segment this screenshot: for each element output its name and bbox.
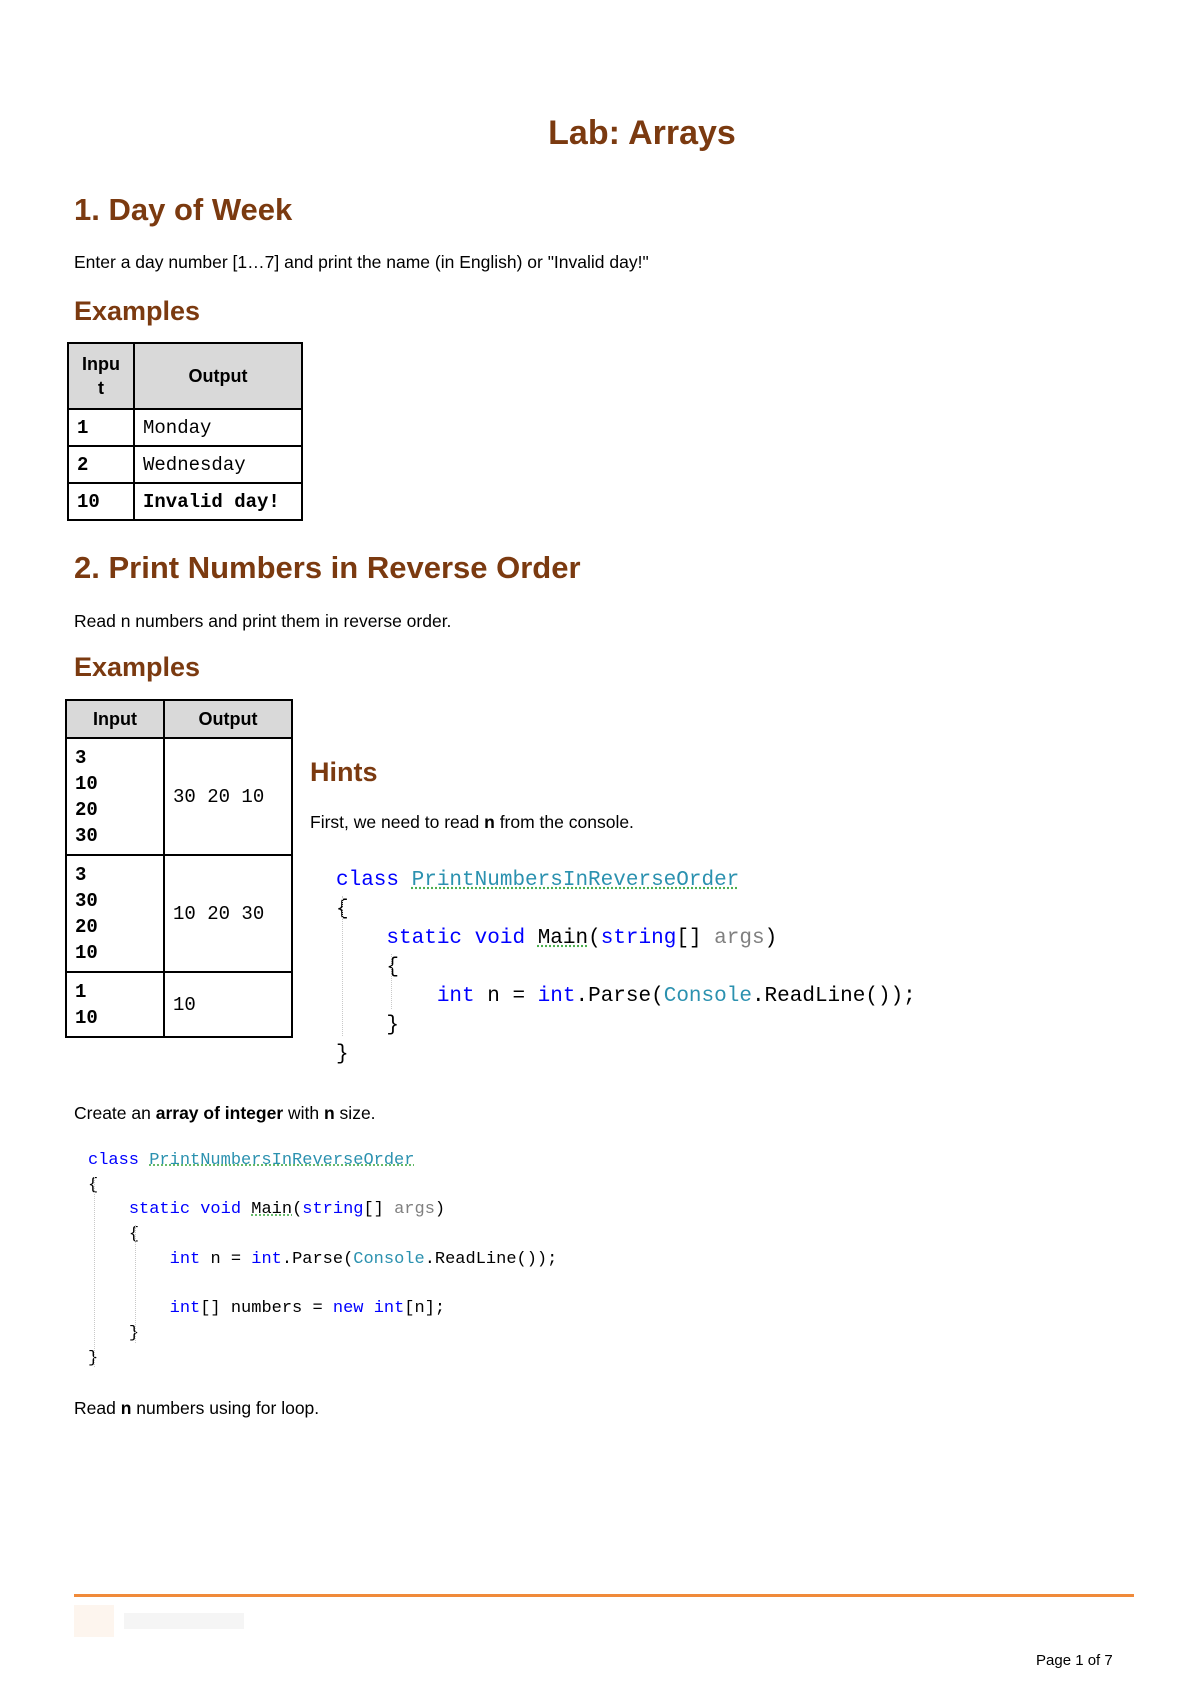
code-snippet-read-n: class PrintNumbersInReverseOrder { static void Main(string[] args) { int n = int.Parse(Console.ReadLine()); } } xyxy=(336,869,916,1066)
day-of-week-examples-table xyxy=(67,342,303,521)
table-header-output: Output xyxy=(134,343,302,409)
table-cell-input: 1 xyxy=(68,409,134,446)
table-header-input: Inpu t xyxy=(68,343,134,409)
page-number: Page 1 of 7 xyxy=(1036,1652,1113,1669)
table-header-output: Output xyxy=(164,700,292,738)
table-cell-input: 10 xyxy=(68,483,134,520)
section-2-description: Read n numbers and print them in reverse order. xyxy=(74,611,452,631)
hints-heading: Hints xyxy=(310,757,378,787)
table-cell-output: Wednesday xyxy=(134,446,302,483)
hint-read-loop: Read n numbers using for loop. xyxy=(74,1398,320,1418)
table-cell-output: Invalid day! xyxy=(134,483,302,520)
table-row xyxy=(68,446,302,483)
section-2-examples-heading: Examples xyxy=(74,652,201,682)
footer-divider xyxy=(74,1594,1134,1597)
section-2-heading: 2. Print Numbers in Reverse Order xyxy=(74,550,581,585)
table-cell-input: 1 10 xyxy=(66,972,164,1037)
section-1-examples-heading: Examples xyxy=(74,296,201,326)
table-row xyxy=(68,483,302,520)
logo-icon xyxy=(74,1601,254,1641)
hint-create-array: Create an array of integer with n size. xyxy=(74,1103,376,1123)
hint-read-n: First, we need to read n from the console. xyxy=(310,812,634,832)
reverse-order-examples-table xyxy=(65,699,293,1038)
table-row xyxy=(66,855,292,972)
section-1-description: Enter a day number [1…7] and print the name (in English) or "Invalid day!" xyxy=(74,252,649,272)
table-cell-output: 10 xyxy=(164,972,292,1037)
table-header-input: Input xyxy=(66,700,164,738)
table-cell-input: 3 30 20 10 xyxy=(66,855,164,972)
page-title: Lab: Arrays xyxy=(548,114,736,152)
table-cell-input: 2 xyxy=(68,446,134,483)
table-row xyxy=(66,738,292,855)
table-cell-output: Monday xyxy=(134,409,302,446)
table-cell-input: 3 10 20 30 xyxy=(66,738,164,855)
table-cell-output: 10 20 30 xyxy=(164,855,292,972)
section-1-heading: 1. Day of Week xyxy=(74,192,293,227)
code-snippet-create-array: class PrintNumbersInReverseOrder { static void Main(string[] args) { int n = int.Parse(Console.ReadLine()); int[] numbers = new int[n]; } } xyxy=(88,1151,558,1368)
table-cell-output: 30 20 10 xyxy=(164,738,292,855)
table-row xyxy=(68,409,302,446)
table-row xyxy=(66,972,292,1037)
